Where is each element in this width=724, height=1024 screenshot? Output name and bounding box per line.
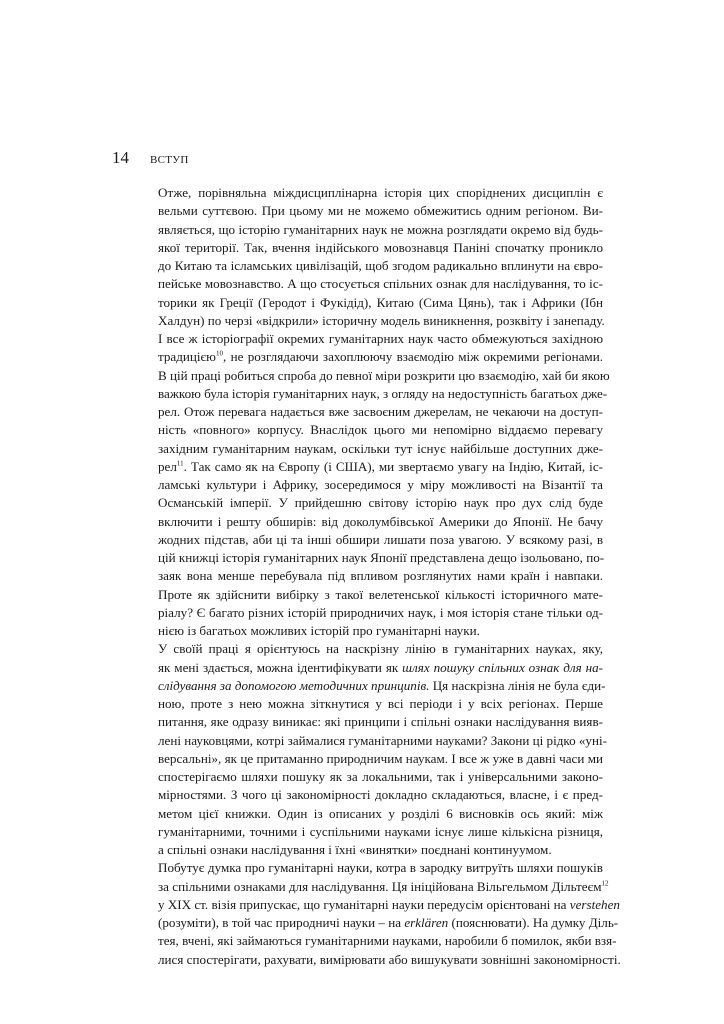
text-line xyxy=(138,221,603,239)
text-run: рел xyxy=(158,458,177,474)
text-line xyxy=(138,421,603,439)
text-line xyxy=(138,932,617,950)
text-line xyxy=(138,312,603,330)
text-run: вельми суттєвою. При цьому ми не можемо обмежитись одним регіоном. Ви- xyxy=(158,203,603,219)
text-line xyxy=(138,239,603,257)
text-line xyxy=(138,951,621,969)
text-run: нією із багатьох можливих історій про гуманітарні науки. xyxy=(158,623,480,638)
text-line xyxy=(138,294,603,312)
text-run: Проте як здійснити вибірку з такої велетенської кількості історичного мате- xyxy=(158,586,603,602)
text-run: І все ж історіографії окремих гуманітарних наук часто обмежуються західною xyxy=(158,331,603,346)
text-line xyxy=(138,202,603,220)
text-line xyxy=(138,531,603,549)
text-line xyxy=(138,184,603,202)
text-run: західним гуманітарним наукам, оскільки тут існує найбільше доступних дже- xyxy=(158,440,603,456)
paragraph xyxy=(138,859,621,969)
text-run: торики як Греції (Геродот і Фукідід), Китаю (Сима Цянь), так і Африки (Ібн xyxy=(158,294,603,310)
text-run: ною, проте з нею можна зіткнутися у всі періоди і у всіх регіонах. Перше xyxy=(158,696,603,711)
text-line xyxy=(138,440,603,458)
text-run: Халдун) по черзі «відкрили» історичну модель виникнення, розквіту і занепаду. xyxy=(158,312,605,328)
section-title: ВСТУП xyxy=(150,154,189,166)
text-run: метом цієї книжки. Один із описаних у розділі 6 висновків ось який: між xyxy=(158,805,603,821)
text-line xyxy=(138,659,603,677)
text-run: В цій праці робиться спроба до певної міри розкрити цю взаємодію, хай би якою xyxy=(158,367,610,383)
text-line xyxy=(138,604,603,622)
text-line xyxy=(138,878,609,896)
text-line xyxy=(138,367,610,385)
text-line xyxy=(138,732,607,750)
text-run: у XIX ст. візія припускає, що гуманітарні науки передусім орієнтовані на xyxy=(158,896,570,912)
emphasis-text: verstehen xyxy=(569,896,620,912)
text-line xyxy=(138,330,603,348)
text-run: важкою була історія гуманітарних наук, з огляду на недоступність багатьох дже- xyxy=(158,385,608,401)
text-run: тея, вчені, які займаються гуманітарними науками, наробили б помилок, якби взя- xyxy=(158,933,617,949)
text-run: рел. Отож перевага надається вже засвоєним джерелам, не чекаючи на доступ- xyxy=(158,404,603,419)
text-line xyxy=(138,458,603,476)
text-run: як мені здається, можна ідентифікувати як xyxy=(158,659,403,675)
text-run: пейське мовознавство. А що стосується спільних ознак для наслідування, то іс- xyxy=(158,276,603,292)
text-line xyxy=(138,914,619,932)
body-text xyxy=(138,184,621,969)
text-line xyxy=(138,567,603,585)
text-run: якої території. Так, вчення індійського мовознавця Паніні спочатку проникло xyxy=(158,239,603,255)
text-run: включити і решту обширів: від доколумбівської Америки до Японії. Не бачу xyxy=(158,513,603,529)
text-run: а спільні ознаки наслідування і їхні «винятки» поєднані континуумом. xyxy=(158,842,552,857)
text-line xyxy=(138,859,603,877)
paragraph xyxy=(138,184,610,640)
text-line xyxy=(138,348,603,366)
text-line xyxy=(138,476,603,494)
text-run: лися спостерігати, рахувати, вимірювати або вишукувати зовнішні закономірності. xyxy=(158,951,621,967)
text-line xyxy=(138,786,603,804)
footnote-ref: 12 xyxy=(601,879,609,888)
text-run: традицією xyxy=(158,349,216,365)
footnote-ref: 10 xyxy=(215,349,223,358)
text-run: , не розглядаючи захоплюючу взаємодію між окремими регіонами. xyxy=(222,349,603,365)
text-run: У своїй праці я орієнтуюсь на наскрізну лінію в гуманітарних науках, яку, xyxy=(158,641,603,657)
text-run: версальні», як це притаманно природничим наукам. І все ж уже в давні часи ми xyxy=(158,750,603,766)
text-line xyxy=(138,586,603,604)
text-line xyxy=(138,403,603,421)
text-line xyxy=(138,622,603,640)
text-line xyxy=(138,805,603,823)
text-line xyxy=(138,513,603,531)
text-run: Османській імперії. У прийдешню світову історію наук про дух слід буде xyxy=(158,495,603,511)
text-run: являється, що історію гуманітарних наук не можна розглядати окремо від будь- xyxy=(158,221,603,237)
emphasis-text: слідування за допомогою методичних принципів. xyxy=(158,677,430,693)
text-run: Побутує думка про гуманітарні науки, котра в зародку витруїть шляхи пошуків xyxy=(158,860,603,876)
text-line xyxy=(138,823,603,841)
text-run: спостерігаємо шляхи пошуку як за локальними, так і універсальними законо- xyxy=(158,769,603,784)
text-line xyxy=(138,841,603,859)
text-run: цій книжці історія гуманітарних наук Японії представлена дещо ізольовано, по- xyxy=(158,550,605,565)
text-run: ність «повного» корпусу. Внаслідок цього ми непомірно віддаємо перевагу xyxy=(158,422,603,438)
text-line xyxy=(138,640,603,658)
text-run: Ця наскрізна лінія не була єди- xyxy=(429,677,606,693)
text-line xyxy=(138,385,608,403)
footnote-ref: 11 xyxy=(176,459,184,468)
text-run: (пояснювати). На думку Діль- xyxy=(448,915,619,930)
paragraph xyxy=(138,640,607,859)
text-run: до Китаю та ісламських цивілізацій, щоб згодом радикально вплинути на євро- xyxy=(158,258,603,273)
text-run: Отже, порівняльна міждисциплінарна історія цих споріднених дисциплін є xyxy=(158,185,603,200)
text-line xyxy=(138,275,603,293)
text-line xyxy=(138,713,603,731)
text-run: ламські культури і Африку, зосередимося у міру можливості на Візантії та xyxy=(158,477,603,492)
text-run: мірностями. З чого ці закономірності докладно складаються, власне, і є пред- xyxy=(158,787,603,803)
text-run: ріалу? Є багато різних історій природничих наук, і моя історія стане тільки од- xyxy=(158,604,603,620)
text-line xyxy=(138,494,603,512)
emphasis-text: шлях пошуку спільних ознак для на- xyxy=(402,659,604,675)
text-run: жодних підстав, аби ці та інші обшири лишати поза увагою. У всякому разі, в xyxy=(158,531,603,547)
page-number: 14 xyxy=(112,148,129,167)
text-line xyxy=(138,768,603,786)
text-line xyxy=(138,896,620,914)
text-line xyxy=(138,549,603,567)
text-run: гуманітарними, точними і суспільними науками існує лише кількісна різниця, xyxy=(158,823,603,839)
text-run: (розуміти), в той час природничі науки – на xyxy=(158,915,405,930)
text-line xyxy=(138,257,603,275)
text-line xyxy=(138,677,606,695)
running-head xyxy=(112,148,189,168)
text-run: питання, яке одразу виникає: які принципи і спільні ознаки наслідування вияв- xyxy=(158,714,603,730)
text-run: за спільними ознаками для наслідування. Ця ініційована Вільгельмом Дільтеєм xyxy=(158,878,602,894)
text-run: лені науковцями, котрі займалися гуманітарними науками? Закони ці рідко «уні- xyxy=(158,732,607,748)
emphasis-text: erklären xyxy=(404,915,449,930)
text-run: заяк вона менше перебувала під впливом розглянутих нами країн і навпаки. xyxy=(158,568,603,584)
text-line xyxy=(138,750,603,768)
text-run: . Так само як на Європу (і США), ми звертаємо увагу на Індію, Китай, іс- xyxy=(183,458,603,474)
text-line xyxy=(138,695,603,713)
